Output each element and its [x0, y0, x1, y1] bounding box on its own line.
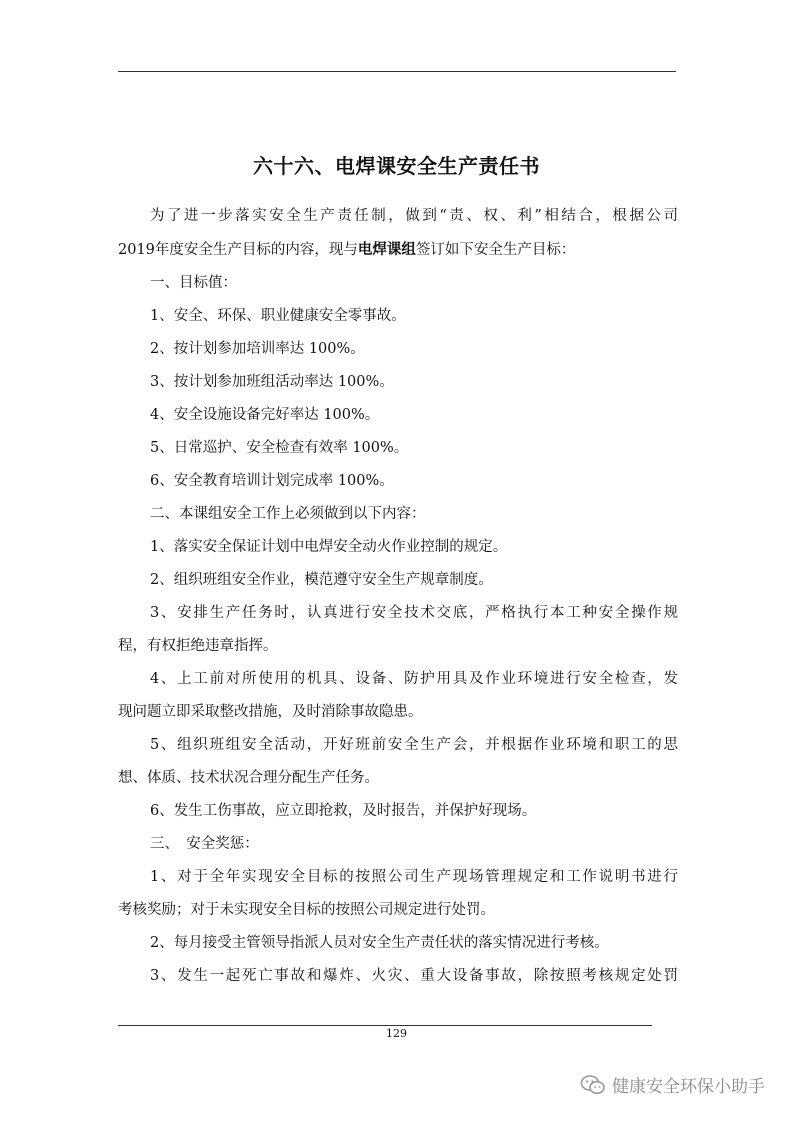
duty-item-2: 2、组织班组安全作业，模范遵守安全生产规章制度。: [150, 572, 493, 588]
target-item-2: 2、按计划参加培训率达 100%。: [150, 341, 365, 357]
target-item-5: 5、日常巡护、安全检查有效率 100%。: [150, 440, 409, 456]
watermark-text: 健康安全环保小助手: [612, 1077, 765, 1097]
reward-item-1-line-2: 考核奖励；对于未实现安全目标的按照公司规定进行处罚。: [118, 902, 495, 918]
duty-item-5-line-1: 5、组织班组安全活动，开好班前安全生产会，并根据作业环境和职工的思: [150, 737, 678, 753]
reward-item-2: 2、每月接受主管领导指派人员对安全生产责任状的落实情况进行考核。: [150, 935, 609, 951]
duty-item-5-line-2: 想、体质、技术状况合理分配生产任务。: [118, 770, 379, 786]
document-body: [118, 200, 678, 993]
section-3-heading: 三、 安全奖惩：: [150, 836, 259, 852]
duty-item-3-line-2: 程，有权拒绝违章指挥。: [118, 638, 278, 654]
page-number: 129: [386, 1027, 407, 1040]
team-name: 电焊课组: [357, 241, 416, 258]
target-item-6: 6、安全教育培训计划完成率 100%。: [150, 473, 394, 489]
duty-item-4-line-2: 现问题立即采取整改措施，及时消除事故隐患。: [118, 704, 423, 720]
section-2-heading: 二、本课组安全工作上必须做到以下内容：: [150, 506, 426, 522]
reward-item-3-line-1: 3、发生一起死亡事故和爆炸、火灾、重大设备事故，除按照考核规定处罚: [150, 968, 678, 984]
duty-item-3-line-1: 3、安排生产任务时，认真进行安全技术交底，严格执行本工种安全操作规: [150, 605, 678, 621]
section-1-heading: 一、目标值：: [150, 275, 237, 291]
wechat-icon: [580, 1074, 606, 1096]
intro-line-2: 2019年度安全生产目标的内容，现与电焊课组签订如下安全生产目标：: [118, 241, 576, 258]
target-item-3: 3、按计划参加班组活动率达 100%。: [150, 374, 394, 390]
document-title: 六十六、电焊课安全生产责任书: [253, 154, 540, 178]
footer-rule: [118, 1025, 652, 1026]
duty-item-4-line-1: 4、上工前对所使用的机具、设备、防护用具及作业环境进行安全检查，发: [150, 671, 678, 687]
intro-line-1: 为了进一步落实安全生产责任制，做到“责、权、利”相结合，根据公司: [150, 208, 678, 224]
duty-item-1: 1、落实安全保证计划中电焊安全动火作业控制的规定。: [150, 539, 508, 555]
watermark: [580, 1072, 765, 1097]
duty-item-6: 6、发生工伤事故，应立即抢救，及时报告，并保护好现场。: [150, 803, 537, 819]
target-item-4: 4、安全设施设备完好率达 100%。: [150, 407, 380, 423]
header-rule: [118, 71, 676, 72]
reward-item-1-line-1: 1、对于全年实现安全目标的按照公司生产现场管理规定和工作说明书进行: [150, 869, 678, 885]
target-item-1: 1、安全、环保、职业健康安全零事故。: [150, 308, 406, 324]
